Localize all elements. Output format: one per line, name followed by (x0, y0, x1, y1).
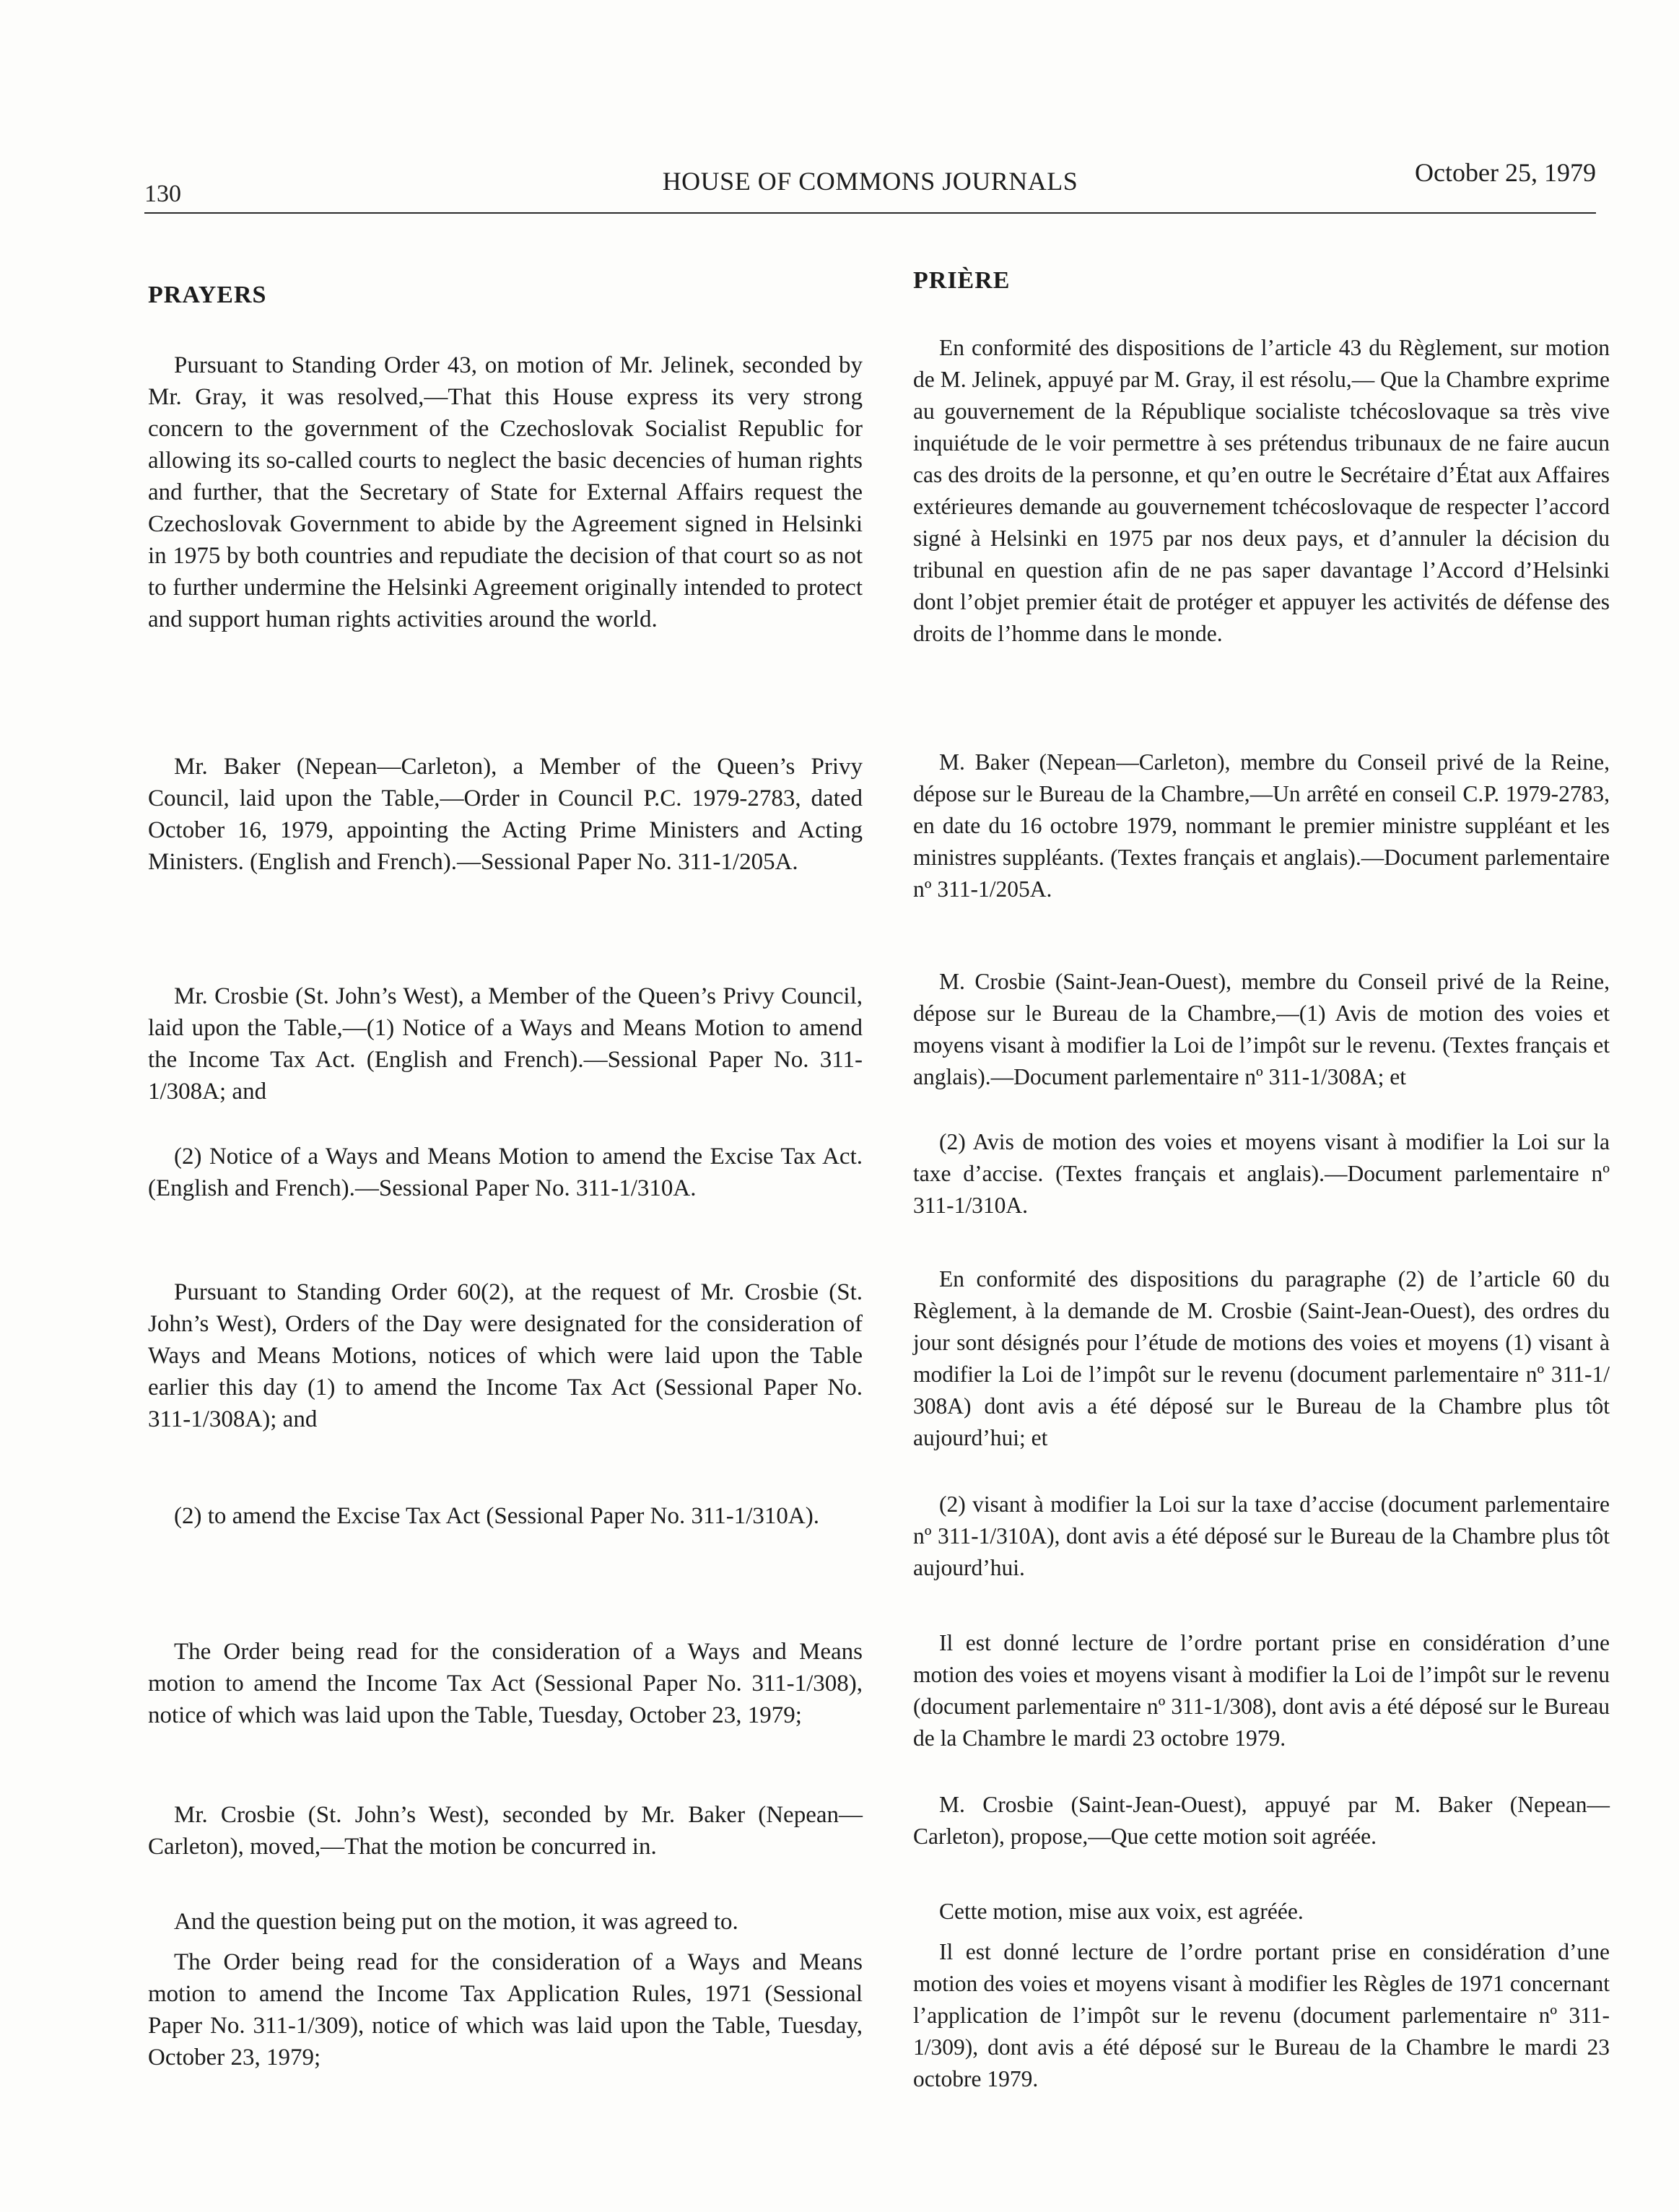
header-date: October 25, 1979 (1415, 158, 1596, 187)
paragraph-fr-5: En conformité des dispositions du paragraphe (2) de l’article 60 du Règlement, à la demande de M. Crosbie (Saint-Jean-Ouest), des ordres du jour sont désignés pour l’étude de motions des voies et moyens (1) visant à modifier la Loi de l’impôt sur le revenu (document parlementaire nº 311-1/ 308A) dont avis a été déposé sur le Bureau de la Chambre plus tôt aujourd’hui; et (913, 1266, 1610, 1450)
paragraph-fr-4: (2) Avis de motion des voies et moyens visant à modifier la Loi sur la taxe d’accise. (Textes français et anglais).—Document parlementaire nº 311-1/310A. (913, 1129, 1610, 1218)
paragraph-fr-8: M. Crosbie (Saint-Jean-Ouest), appuyé par M. Baker (Nepean—Carleton), propose,—Que cette motion soit agréée. (913, 1792, 1610, 1849)
paragraph-en-3: Mr. Crosbie (St. John’s West), a Member of the Queen’s Privy Council, laid upon the Table,—(1) Notice of a Ways and Means Motion to amend the Income Tax Act. (English and French).—Sessional Paper No. 311-1/308A; and (148, 983, 863, 1105)
paragraph-en-10: The Order being read for the consideration of a Ways and Means motion to amend the Income Tax Application Rules, 1971 (Sessional Paper No. 311-1/309), notice of which was laid upon the Table, Tuesday, October 23, 1979; (148, 1949, 863, 2071)
paragraph-en-8: Mr. Crosbie (St. John’s West), seconded by Mr. Baker (Nepean—Carleton), moved,—That the motion be concurred in. (148, 1802, 863, 1860)
section-heading-prayers: PRAYERS (148, 282, 267, 308)
header-rule (144, 212, 1596, 214)
paragraph-fr-10: Il est donné lecture de l’ordre portant prise en considération d’une motion des voies et moyens visant à modifier les Règles de 1971 concernant l’application de l’impôt sur le revenu (document parlementaire nº 311-1/309), dont avis a été déposé sur le Bureau de la Chambre le mardi 23 octobre 1979. (913, 1939, 1610, 2091)
paragraph-en-1: Pursuant to Standing Order 43, on motion of Mr. Jelinek, seconded by Mr. Gray, it was resolved,—That this House express its very strong concern to the government of the Czechoslovak Socialist Republic for allowing its so-called courts to neglect the basic decencies of human rights and further, that the Secretary of State for External Affairs request the Czechoslovak Government to abide by the Agreement signed in Helsinki in 1975 by both countries and repudiate the decision of that court so as not to further undermine the Helsinki Agreement originally intended to protect and support human rights activities around the world. (148, 352, 863, 632)
paragraph-en-5: Pursuant to Standing Order 60(2), at the request of Mr. Crosbie (St. John’s West), Orders of the Day were designated for the consideration of Ways and Means Motions, notices of which were laid upon the Table earlier this day (1) to amend the Income Tax Act (Sessional Paper No. 311-1/308A); and (148, 1279, 863, 1432)
page-number: 130 (144, 180, 181, 207)
journal-title: HOUSE OF COMMONS JOURNALS (662, 167, 1078, 196)
section-heading-priere: PRIÈRE (913, 267, 1011, 294)
paragraph-en-9: And the question being put on the motion, it was agreed to. (174, 1909, 738, 1935)
paragraph-fr-9: Cette motion, mise aux voix, est agréée. (939, 1899, 1304, 1924)
paragraph-en-6: (2) to amend the Excise Tax Act (Sessional Paper No. 311-1/310A). (174, 1503, 819, 1529)
paragraph-en-7: The Order being read for the consideration of a Ways and Means motion to amend the Income Tax Act (Sessional Paper No. 311-1/308), notice of which was laid upon the Table, Tuesday, October 23, 1979; (148, 1639, 863, 1728)
paragraph-fr-1: En conformité des dispositions de l’article 43 du Règlement, sur motion de M. Jelinek, appuyé par M. Gray, il est résolu,— Que la Chambre exprime au gouvernement de la République socialiste tchécoslovaque sa très vive inquiétude de le voir permettre à ses prétendus tribunaux de ne faire aucun cas des droits de la personne, et qu’en outre le Secrétaire d’État aux Affaires extérieures demande au gouvernement tchécoslovaque de respecter l’accord signé à Helsinki en 1975 par nos deux pays, et d’annuler la décision du tribunal en question afin de ne pas saper davantage l’Accord d’Helsinki dont l’objet premier était de protéger et appuyer les activités de défense des droits de l’homme dans le monde. (913, 335, 1610, 646)
paragraph-fr-2: M. Baker (Nepean—Carleton), membre du Conseil privé de la Reine, dépose sur le Bureau de la Chambre,—Un arrêté en conseil C.P. 1979-2783, en date du 16 octobre 1979, nommant le premier ministre suppléant et les ministres suppléants. (Textes français et anglais).—Document parlementaire nº 311-1/205A. (913, 749, 1610, 902)
paragraph-en-4: (2) Notice of a Ways and Means Motion to amend the Excise Tax Act. (English and French).—Sessional Paper No. 311-1/310A. (148, 1144, 863, 1201)
page-header (144, 153, 1596, 211)
paragraph-fr-3: M. Crosbie (Saint-Jean-Ouest), membre du Conseil privé de la Reine, dépose sur le Bureau de la Chambre,—(1) Avis de motion des voies et moyens visant à modifier la Loi de l’impôt sur le revenu. (Textes français et anglais).—Document parlementaire nº 311-1/308A; et (913, 969, 1610, 1089)
paragraph-fr-6: (2) visant à modifier la Loi sur la taxe d’accise (document parlementaire nº 311-1/310A), dont avis a été déposé sur le Bureau de la Chambre plus tôt aujourd’hui. (913, 1492, 1610, 1580)
paragraph-en-2: Mr. Baker (Nepean—Carleton), a Member of the Queen’s Privy Council, laid upon the Table,—Order in Council P.C. 1979-2783, dated October 16, 1979, appointing the Acting Prime Ministers and Acting Ministers. (English and French).—Sessional Paper No. 311-1/205A. (148, 754, 863, 875)
paragraph-fr-7: Il est donné lecture de l’ordre portant prise en considération d’une motion des voies et moyens visant à modifier la Loi de l’impôt sur le revenu (document parlementaire nº 311-1/308), dont avis a été déposé sur le Bureau de la Chambre le mardi 23 octobre 1979. (913, 1630, 1610, 1751)
